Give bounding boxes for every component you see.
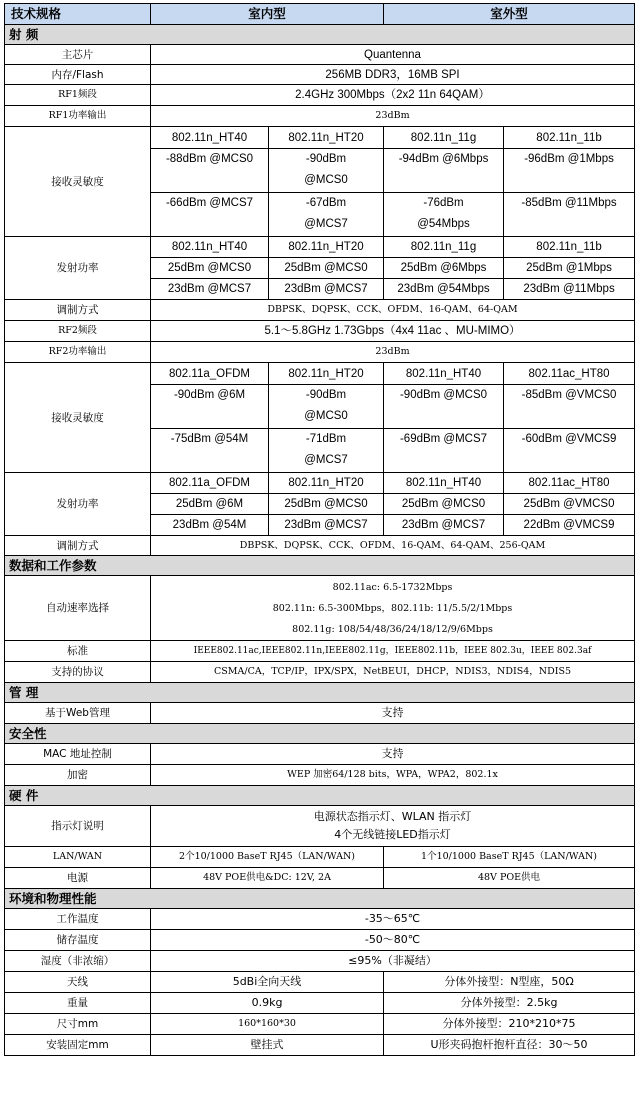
cell: -90dBm @MCS0 [269,149,384,193]
table-row [5,1014,635,1035]
row-value: IEEE802.11ac,IEEE802.11n,IEEE802.11g，IEEE802.11b，IEEE 802.3u，IEEE 802.3af [151,641,635,662]
indoor-value: 壁挂式 [151,1035,384,1056]
row-label: 基于Web管理 [5,703,151,724]
row-label: 加密 [5,765,151,786]
row-value [151,576,635,641]
section-row [5,25,635,45]
row-label: 发射功率 [5,473,151,536]
row-label: 湿度（非浓缩） [5,951,151,972]
cell: 22dBm @VMCS9 [504,515,635,536]
row-label: 自动速率选择 [5,576,151,641]
cell: 802.11ac_HT80 [504,473,635,494]
section-rf: 射 频 [5,25,635,45]
row-value: 支持 [151,744,635,765]
section-row [5,786,635,806]
row-label: 安装固定mm [5,1035,151,1056]
row-label: 发射功率 [5,237,151,300]
cell: 23dBm @MCS7 [151,279,269,300]
row-value: 5.1～5.8GHz 1.73Gbps（4x4 11ac 、MU-MIMO） [151,321,635,342]
outdoor-value: 分体外接型：210*210*75 [384,1014,635,1035]
cell: 25dBm @MCS0 [269,494,384,515]
led-line: 4个无线链接LED指示灯 [334,828,451,841]
table-row [5,536,635,556]
cell: 25dBm @VMCS0 [504,494,635,515]
cell: 25dBm @1Mbps [504,258,635,279]
indoor-value: 5dBi全向天线 [151,972,384,993]
table-row [5,641,635,662]
cell: 802.11n_HT20 [269,363,384,385]
table-row [5,363,635,385]
cell: -85dBm @VMCS0 [504,385,635,429]
table-row [5,300,635,321]
section-data: 数据和工作参数 [5,556,635,576]
row-label: RF2功率输出 [5,342,151,363]
row-value: 23dBm [151,106,635,127]
indoor-value: 160*160*30 [151,1014,384,1035]
table-row [5,703,635,724]
row-label: 天线 [5,972,151,993]
table-row [5,806,635,847]
cell: -90dBm @MCS0 [384,385,504,429]
cell: 25dBm @MCS0 [384,494,504,515]
row-label: 指示灯说明 [5,806,151,847]
cell: 25dBm @MCS0 [151,258,269,279]
table-row [5,868,635,889]
cell: 23dBm @54Mbps [384,279,504,300]
cell: 802.11n_HT40 [384,473,504,494]
cell: 802.11n_11b [504,127,635,149]
row-label: 接收灵敏度 [5,363,151,473]
row-value: WEP 加密64/128 bits，WPA，WPA2，802.1x [151,765,635,786]
header-outdoor: 室外型 [384,4,635,25]
row-value: 23dBm [151,342,635,363]
cell: 802.11n_HT40 [384,363,504,385]
row-label: 调制方式 [5,300,151,321]
table-row [5,972,635,993]
table-row [5,930,635,951]
cell: 802.11n_HT40 [151,127,269,149]
table-row [5,993,635,1014]
row-value: 2.4GHz 300Mbps（2x2 11n 64QAM） [151,85,635,106]
cell: 25dBm @6M [151,494,269,515]
row-value: -35～65℃ [151,909,635,930]
table-row [5,576,635,641]
cell: -90dBm @6M [151,385,269,429]
cell: -71dBm @MCS7 [269,429,384,473]
row-label: 接收灵敏度 [5,127,151,237]
row-label: 工作温度 [5,909,151,930]
cell: 802.11n_HT20 [269,237,384,258]
rate-line: 802.11g: 108/54/48/36/24/18/12/9/6Mbps [292,623,493,635]
cell: -76dBm @54Mbps [384,193,504,237]
table-row [5,473,635,494]
table-row [5,45,635,65]
row-value: CSMA/CA，TCP/IP，IPX/SPX，NetBEUI，DHCP，NDIS3，NDIS4，NDIS5 [151,662,635,683]
cell: 23dBm @54M [151,515,269,536]
cell: 802.11a_OFDM [151,473,269,494]
row-label: 储存温度 [5,930,151,951]
table-row [5,951,635,972]
header-indoor: 室内型 [151,4,384,25]
indoor-value: 48V POE供电&DC: 12V, 2A [151,868,384,889]
cell: -94dBm @6Mbps [384,149,504,193]
row-label: MAC 地址控制 [5,744,151,765]
table-header-row [5,4,635,25]
row-label: 尺寸mm [5,1014,151,1035]
rate-line: 802.11n: 6.5-300Mbps，802.11b: 11/5.5/2/1Mbps [272,602,513,614]
row-label: 标准 [5,641,151,662]
section-row [5,683,635,703]
table-row [5,342,635,363]
section-env: 环境和物理性能 [5,889,635,909]
table-row [5,237,635,258]
row-label: 电源 [5,868,151,889]
cell: -69dBm @MCS7 [384,429,504,473]
row-value: -50～80℃ [151,930,635,951]
table-row [5,1035,635,1056]
row-value: Quantenna [151,45,635,65]
cell: 23dBm @11Mbps [504,279,635,300]
row-value: ≤95%（非凝结） [151,951,635,972]
outdoor-value: U形夹码抱杆抱杆直径：30～50 [384,1035,635,1056]
led-line: 电源状态指示灯、WLAN 指示灯 [313,810,472,823]
row-label: RF1频段 [5,85,151,106]
header-spec: 技术规格 [5,4,151,25]
rate-line: 802.11ac: 6.5-1732Mbps [332,581,453,593]
cell: 802.11n_HT40 [151,237,269,258]
cell: -75dBm @54M [151,429,269,473]
row-label: 内存/Flash [5,65,151,85]
table-row [5,321,635,342]
cell: -85dBm @11Mbps [504,193,635,237]
table-row [5,744,635,765]
section-mgmt: 管 理 [5,683,635,703]
outdoor-value: 分体外接型：2.5kg [384,993,635,1014]
table-row [5,909,635,930]
cell: 802.11a_OFDM [151,363,269,385]
cell: 802.11n_11b [504,237,635,258]
cell: -88dBm @MCS0 [151,149,269,193]
outdoor-value: 分体外接型：N型座，50Ω [384,972,635,993]
cell: -90dBm @MCS0 [269,385,384,429]
row-value: 支持 [151,703,635,724]
cell: 25dBm @MCS0 [269,258,384,279]
table-row [5,65,635,85]
row-label: 重量 [5,993,151,1014]
cell: 25dBm @6Mbps [384,258,504,279]
row-value [151,806,635,847]
row-value: DBPSK、DQPSK、CCK、OFDM、16-QAM、64-QAM [151,300,635,321]
cell: 802.11n_HT20 [269,127,384,149]
table-row [5,85,635,106]
row-label: LAN/WAN [5,847,151,868]
row-label: 支持的协议 [5,662,151,683]
row-label: RF1功率输出 [5,106,151,127]
cell: 23dBm @MCS7 [269,515,384,536]
outdoor-value: 1个10/1000 BaseT RJ45（LAN/WAN) [384,847,635,868]
cell: 802.11n_11g [384,127,504,149]
cell: -60dBm @VMCS9 [504,429,635,473]
table-row [5,127,635,149]
table-row [5,847,635,868]
section-row [5,889,635,909]
row-label: 调制方式 [5,536,151,556]
row-value: 256MB DDR3，16MB SPI [151,65,635,85]
indoor-value: 2个10/1000 BaseT RJ45（LAN/WAN) [151,847,384,868]
cell: -66dBm @MCS7 [151,193,269,237]
table-row [5,662,635,683]
row-value: DBPSK、DQPSK、CCK、OFDM、16-QAM、64-QAM、256-QAM [151,536,635,556]
indoor-value: 0.9kg [151,993,384,1014]
section-row [5,556,635,576]
cell: 23dBm @MCS7 [269,279,384,300]
table-row [5,106,635,127]
cell: 802.11n_11g [384,237,504,258]
section-row [5,724,635,744]
cell: 23dBm @MCS7 [384,515,504,536]
row-label: RF2频段 [5,321,151,342]
outdoor-value: 48V POE供电 [384,868,635,889]
spec-table [4,3,635,1056]
cell: 802.11ac_HT80 [504,363,635,385]
cell: -96dBm @1Mbps [504,149,635,193]
section-security: 安全性 [5,724,635,744]
table-row [5,765,635,786]
cell: -67dBm @MCS7 [269,193,384,237]
row-label: 主芯片 [5,45,151,65]
cell: 802.11n_HT20 [269,473,384,494]
section-hardware: 硬 件 [5,786,635,806]
